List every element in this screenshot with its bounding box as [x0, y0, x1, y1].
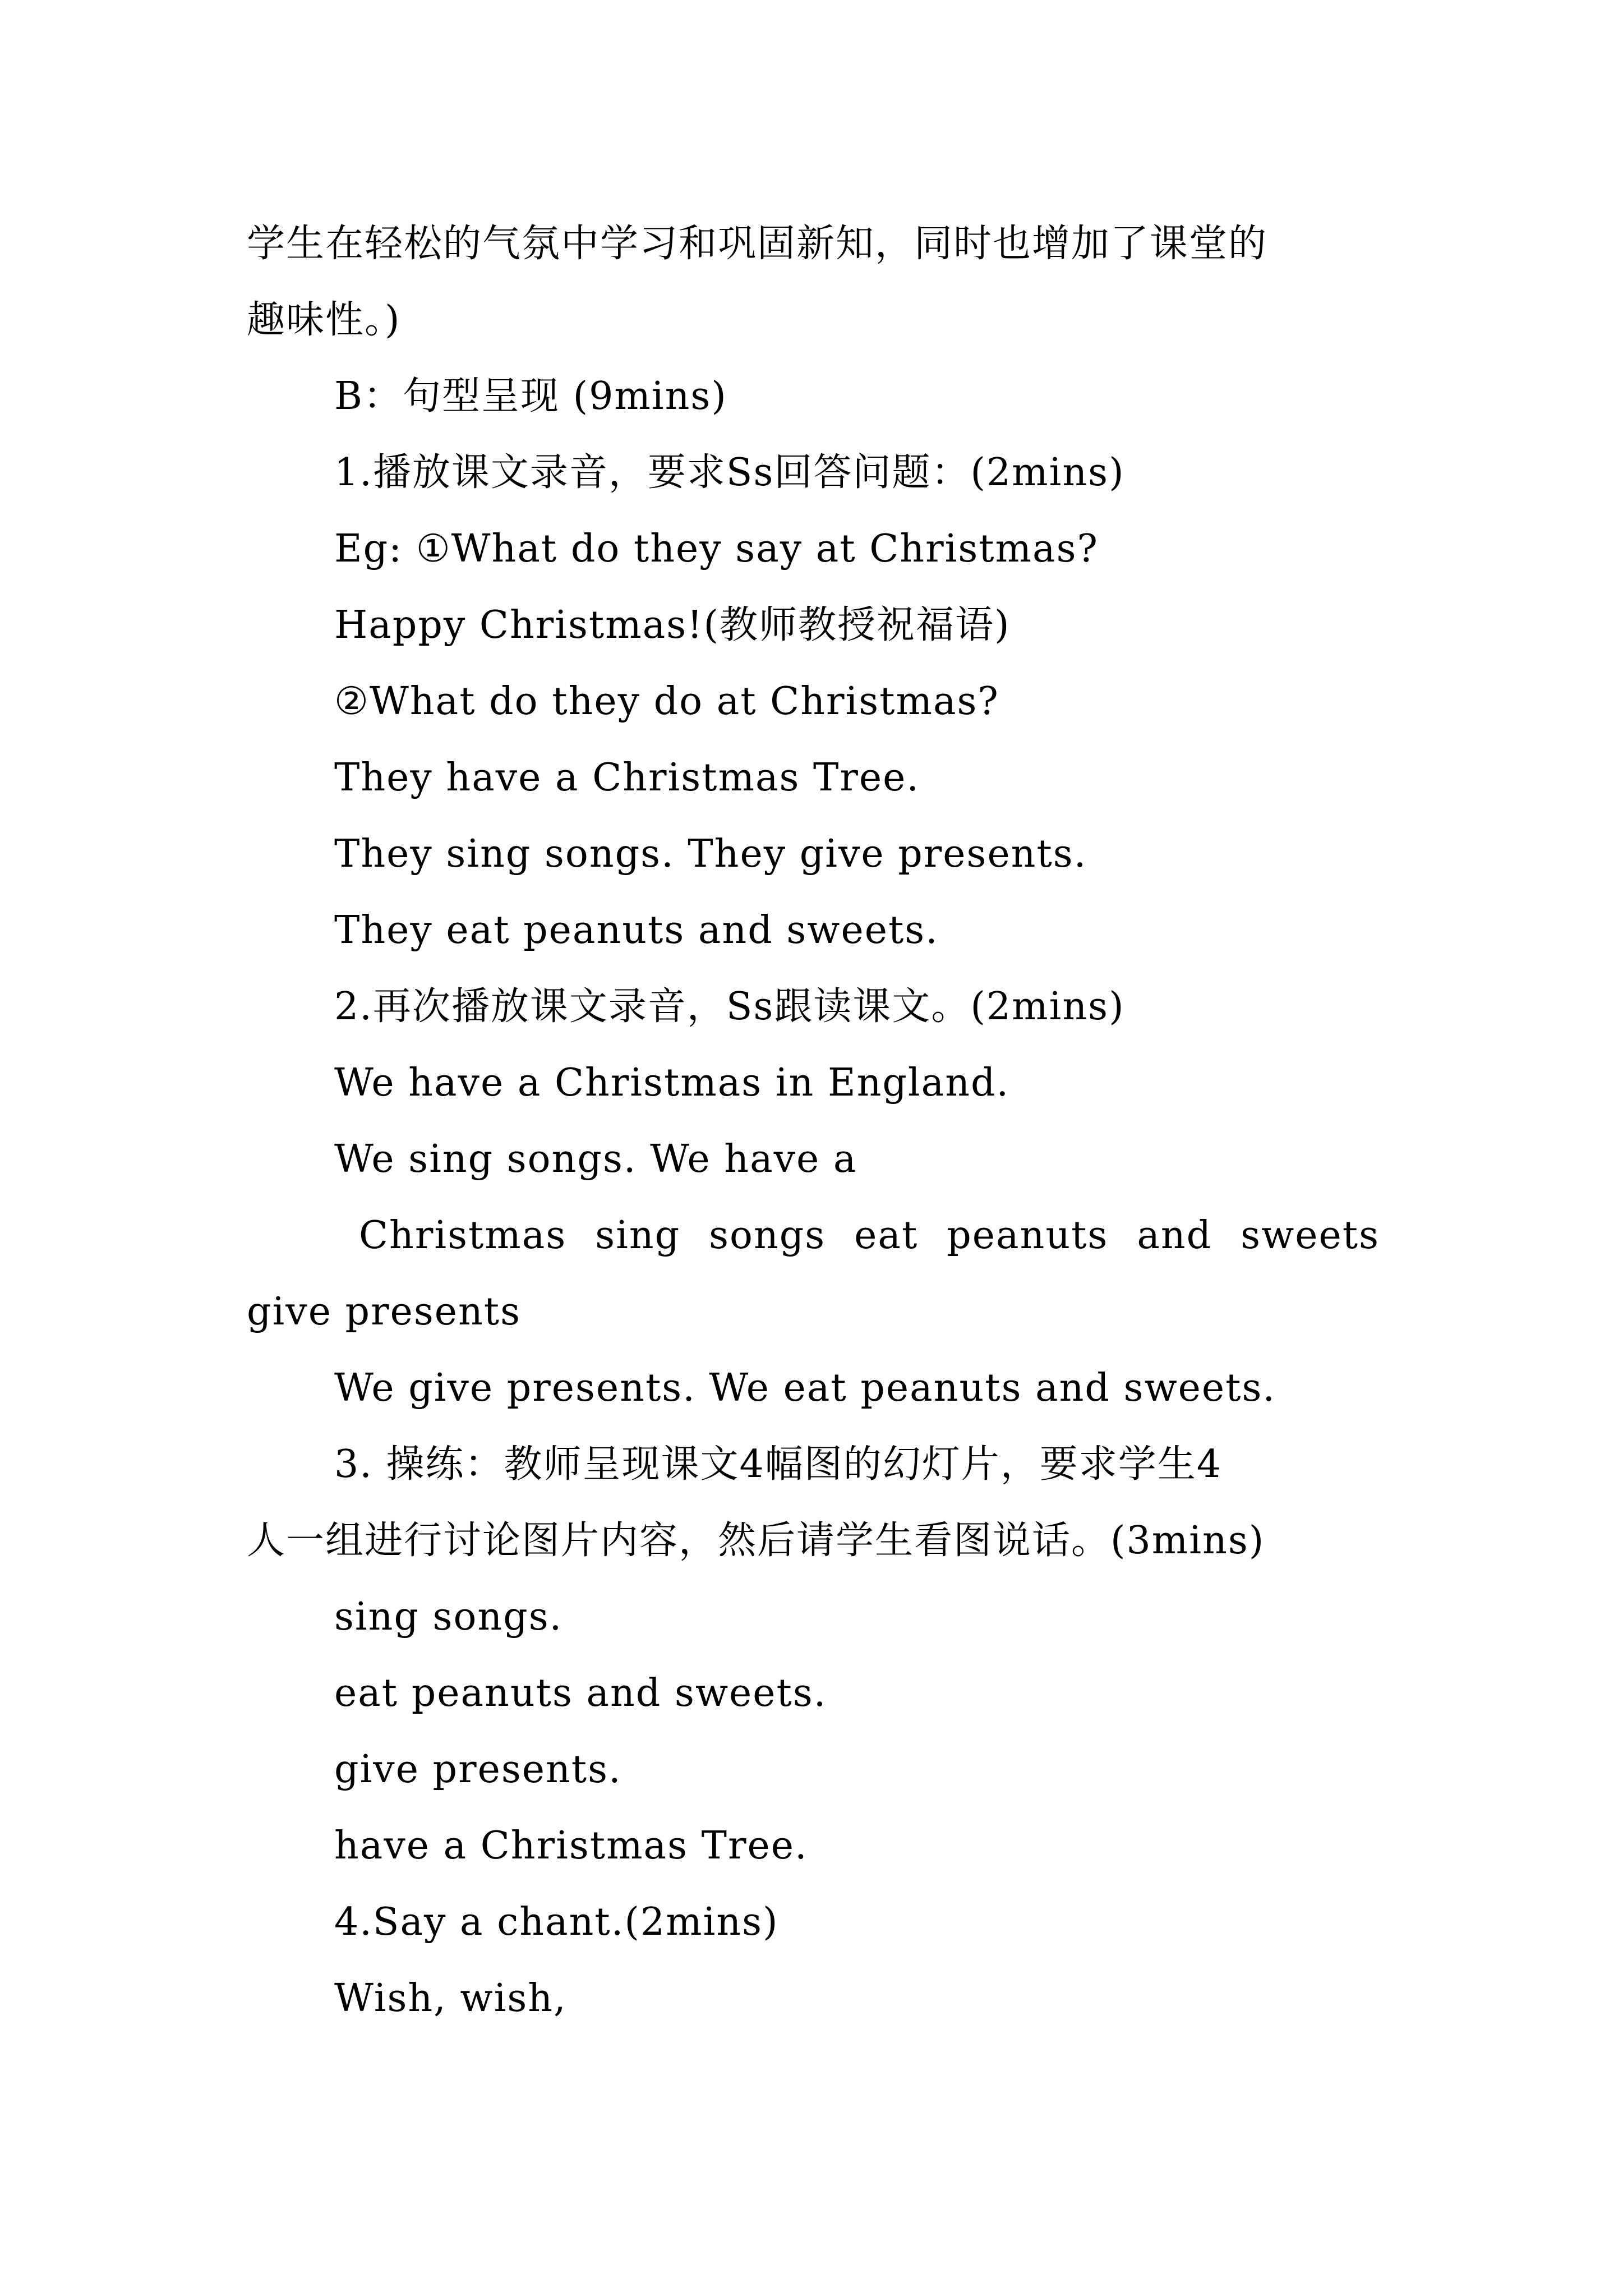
step-2-heading: 2.再次播放课文录音，Ss跟读课文。(2mins): [334, 984, 1125, 1029]
step-1-heading: 1.播放课文录音，要求Ss回答问题：(2mins): [334, 450, 1125, 495]
text-line-1: We have a Christmas in England.: [334, 1061, 1010, 1105]
example-answer-2a: They have a Christmas Tree.: [334, 756, 920, 800]
text-line-2: We sing songs. We have a: [334, 1137, 857, 1181]
word-row-item: Christmas: [359, 1213, 567, 1258]
paragraph-line-1: 学生在轻松的气氛中学习和巩固新知，同时也增加了课堂的: [247, 222, 1268, 266]
word-row-item: sweets: [1241, 1213, 1380, 1258]
word-row-item: eat: [854, 1213, 919, 1258]
chant-line-1: Wish, wish,: [334, 1976, 567, 2021]
example-answer-2c: They eat peanuts and sweets.: [334, 908, 939, 953]
word-row-continuation: give presents: [247, 1290, 521, 1334]
practice-phrase-3: give presents.: [334, 1747, 622, 1792]
word-row-item: sing: [595, 1213, 681, 1258]
word-row-item: and: [1137, 1213, 1212, 1258]
example-answer-2b: They sing songs. They give presents.: [334, 832, 1087, 876]
word-row-item: songs: [709, 1213, 826, 1258]
step-3-heading: 3. 操练：教师呈现课文4幅图的幻灯片，要求学生4: [334, 1442, 1223, 1487]
paragraph-line-2: 趣味性。): [247, 298, 401, 342]
word-row: [359, 1211, 1380, 1261]
section-heading: B：句型呈现 (9mins): [334, 374, 727, 418]
step-4-heading: 4.Say a chant.(2mins): [334, 1900, 779, 1944]
example-question-1: Eg: ①What do they say at Christmas?: [334, 527, 1099, 571]
practice-phrase-4: have a Christmas Tree.: [334, 1824, 808, 1868]
step-3-continuation: 人一组进行讨论图片内容，然后请学生看图说话。(3mins): [247, 1519, 1265, 1563]
word-row-item: peanuts: [947, 1213, 1109, 1258]
practice-phrase-1: sing songs.: [334, 1595, 563, 1639]
text-line-3: We give presents. We eat peanuts and sweets.: [334, 1366, 1276, 1410]
example-question-2: ②What do they do at Christmas?: [334, 679, 999, 724]
example-answer-1: Happy Christmas!(教师教授祝福语): [334, 603, 1011, 647]
practice-phrase-2: eat peanuts and sweets.: [334, 1671, 827, 1715]
